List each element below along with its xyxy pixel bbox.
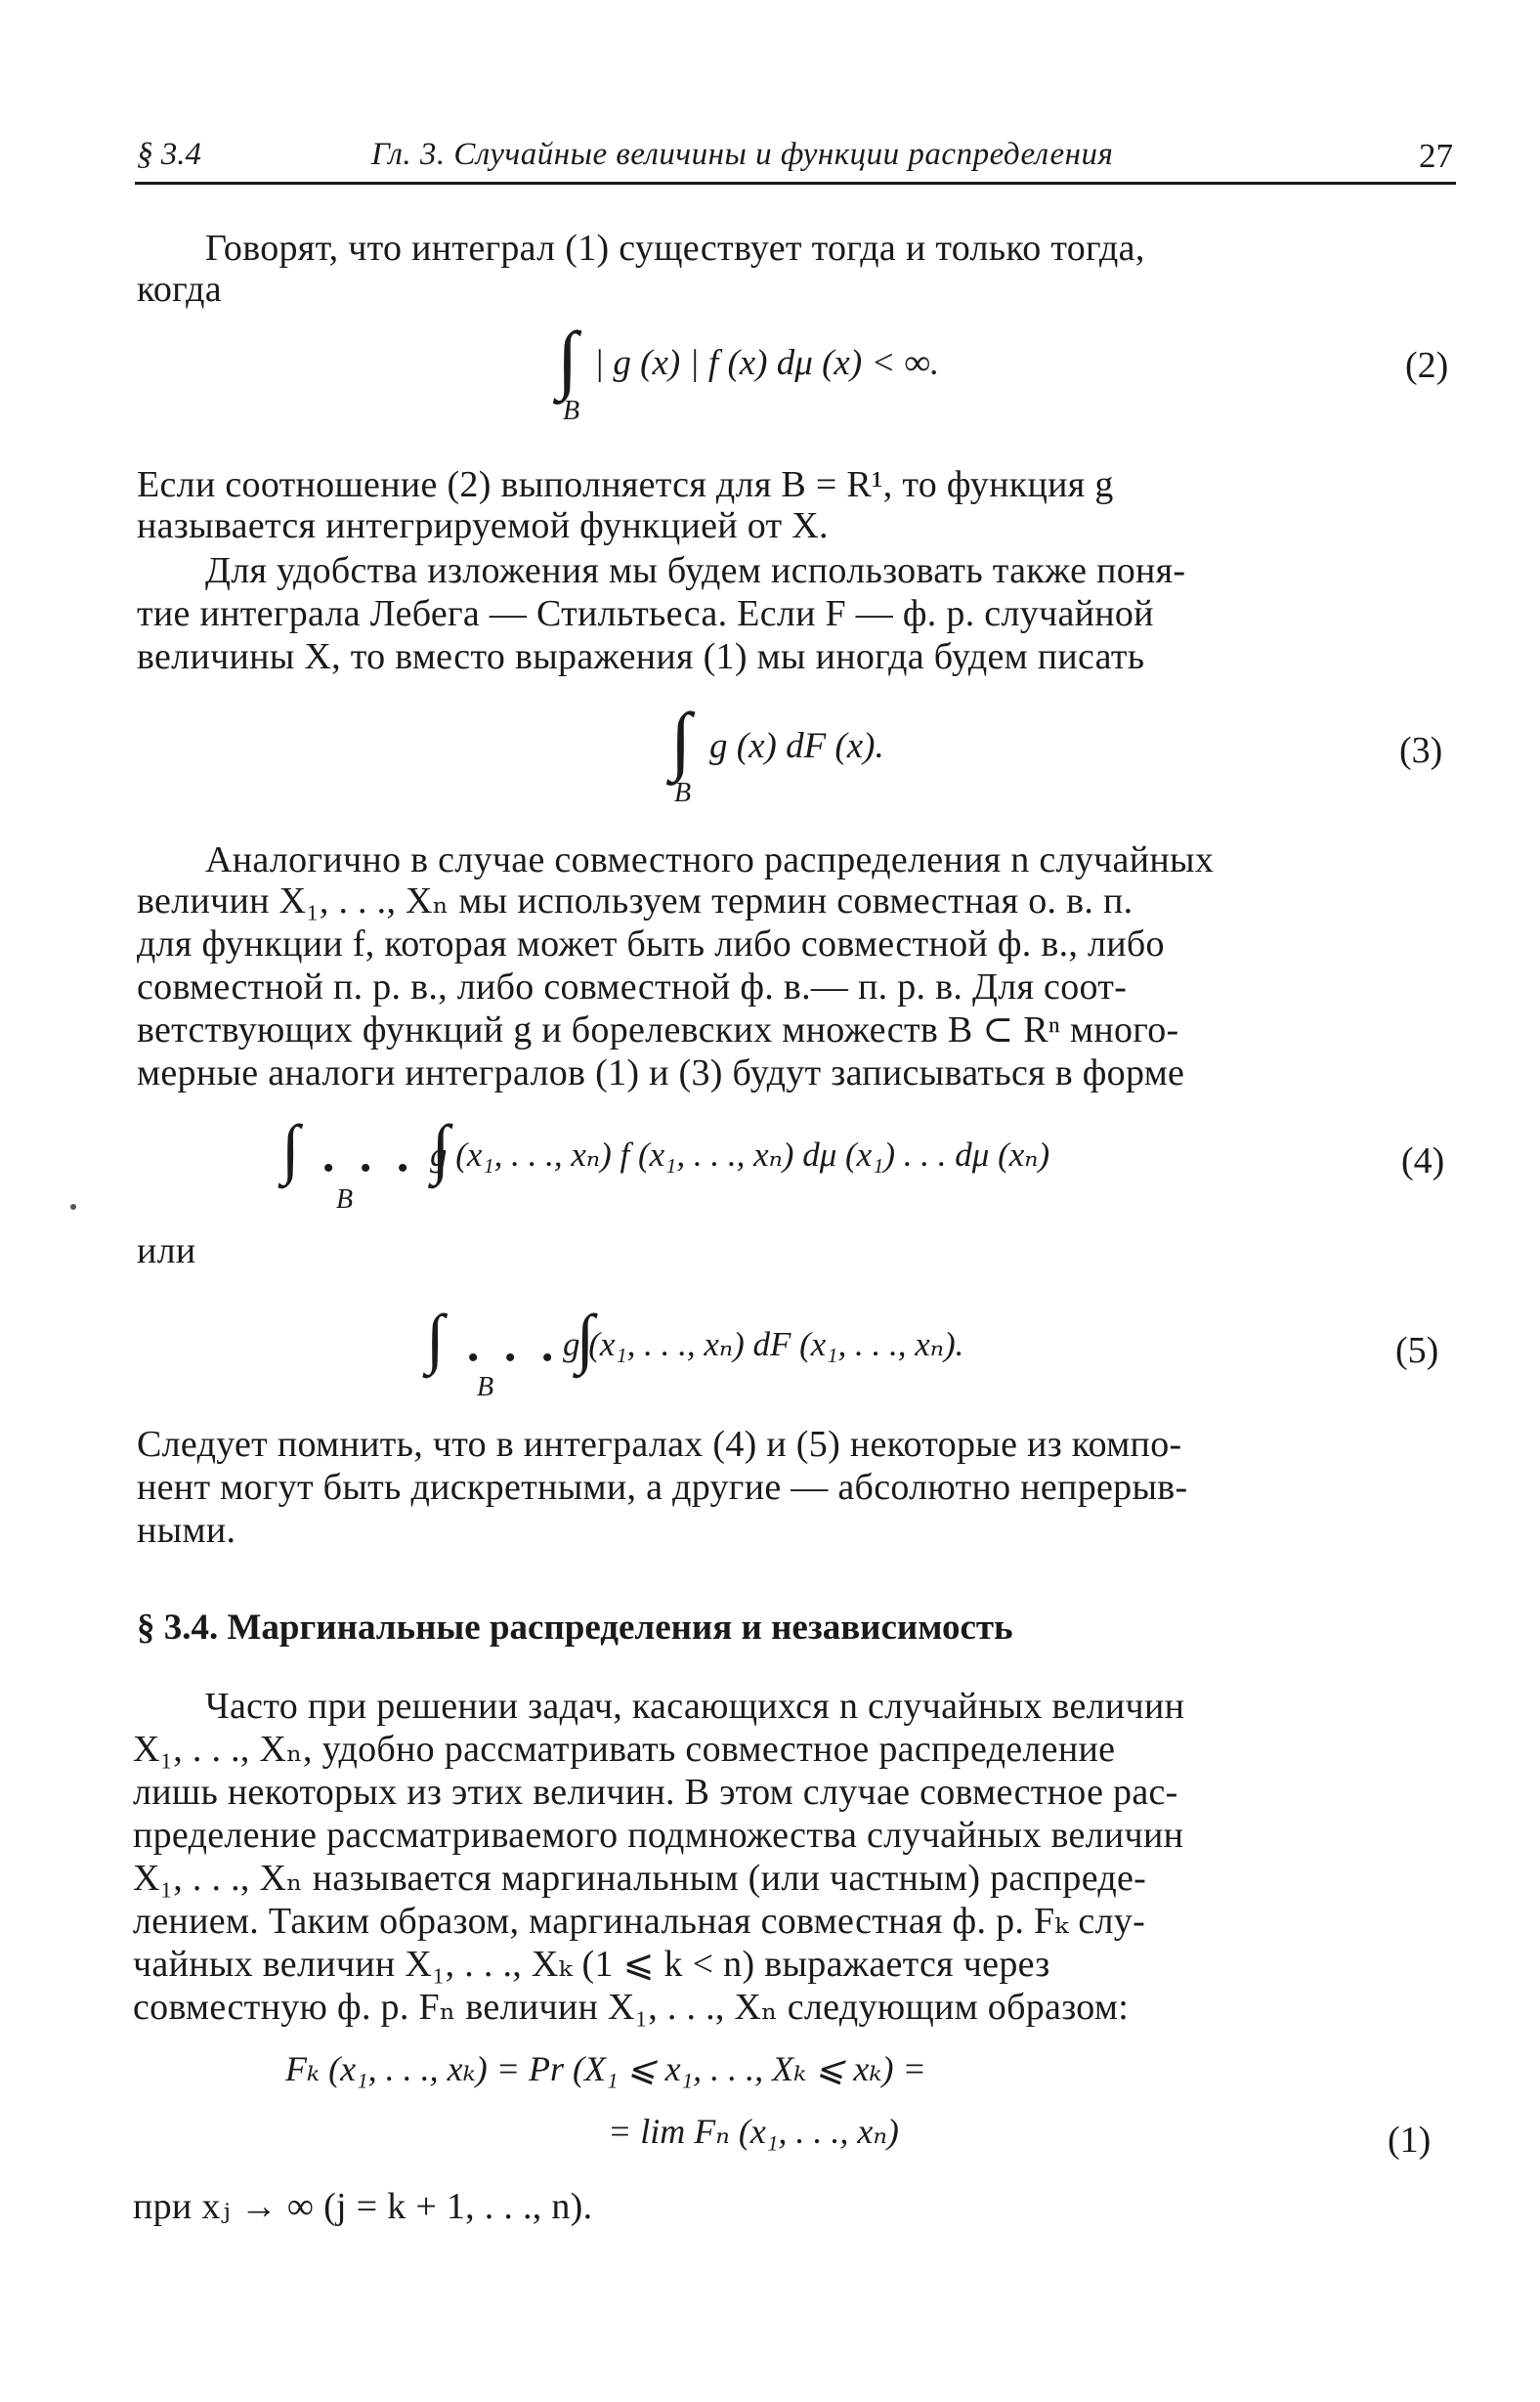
paragraph-line: X₁, . . ., Xₙ называется маргинальным (или частным) распреде- bbox=[133, 1858, 1147, 1899]
header-section: § 3.4 bbox=[137, 137, 201, 172]
paragraph-line: нент могут быть дискретными, а другие — абсолютно непрерыв- bbox=[137, 1467, 1188, 1508]
paragraph-line: чайных величин X₁, . . ., Xₖ (1 ⩽ k < n) выражается через bbox=[133, 1944, 1050, 1985]
paragraph-line: Для удобства изложения мы будем использовать также поня- bbox=[205, 550, 1186, 591]
equation-2: | g (x) | f (x) dμ (x) < ∞. bbox=[594, 343, 940, 383]
paragraph-line: совместной п. р. в., либо совместной ф. в.— п. р. в. Для соот- bbox=[137, 966, 1128, 1008]
scan-speck bbox=[70, 1204, 76, 1210]
integral-sign: ∫ bbox=[557, 316, 578, 401]
integral-lower-limit: B bbox=[336, 1184, 354, 1215]
paragraph-line: величины X, то вместо выражения (1) мы иногда будем писать bbox=[137, 636, 1145, 677]
equation-number: (1) bbox=[1388, 2120, 1432, 2161]
paragraph-line: называется интегрируемой функцией от X. bbox=[137, 505, 829, 546]
paragraph-line: мерные аналоги интегралов (1) и (3) будут записываться в форме bbox=[137, 1052, 1185, 1094]
paragraph-line: совместную ф. р. Fₙ величин X₁, . . ., Xₙ следующим образом: bbox=[133, 1987, 1130, 2028]
header-rule bbox=[135, 182, 1456, 185]
equation-number: (2) bbox=[1405, 345, 1449, 386]
paragraph-line: величин X₁, . . ., Xₙ мы используем термин совместная о. в. п. bbox=[137, 880, 1134, 922]
paragraph-line: для функции f, которая может быть либо совместной ф. в., либо bbox=[137, 923, 1165, 965]
paragraph-line: когда bbox=[137, 269, 222, 310]
paragraph-line: тие интеграла Лебега — Стильтьеса. Если F — ф. р. случайной bbox=[137, 593, 1154, 634]
paragraph-line: Часто при решении задач, касающихся n случайных величин bbox=[205, 1686, 1185, 1727]
equation-1-line-1: Fₖ (x₁, . . ., xₖ) = Pr (X₁ ⩽ x₁, . . ., Xₖ ⩽ xₖ) = bbox=[285, 2049, 926, 2088]
paragraph-line: X₁, . . ., Xₙ, удобно рассматривать совместное распределение bbox=[133, 1729, 1116, 1770]
page-number: 27 bbox=[1419, 137, 1453, 175]
equation-1-line-2: = lim Fₙ (x₁, . . ., xₙ) bbox=[608, 2112, 899, 2151]
section-heading: § 3.4. Маргинальные распределения и независимость bbox=[137, 1608, 1013, 1648]
integral-lower-limit: B bbox=[477, 1372, 494, 1402]
paragraph-line: лением. Таким образом, маргинальная совместная ф. р. Fₖ слу- bbox=[133, 1901, 1146, 1942]
conjunction-word: или bbox=[137, 1230, 196, 1271]
paragraph-line: Если соотношение (2) выполняется для B = R¹, то функция g bbox=[137, 464, 1114, 505]
equation-number: (4) bbox=[1401, 1140, 1445, 1181]
equation-number: (5) bbox=[1395, 1330, 1439, 1371]
paragraph-line: Аналогично в случае совместного распределения n случайных bbox=[205, 839, 1215, 880]
equation-5: g (x₁, . . ., xₙ) dF (x₁, . . ., xₙ). bbox=[563, 1325, 964, 1363]
paragraph-line: пределение рассматриваемого подмножества случайных величин bbox=[133, 1815, 1184, 1856]
paragraph-line: Следует помнить, что в интегралах (4) и (5) некоторые из компо- bbox=[137, 1424, 1182, 1465]
header-title: Гл. 3. Случайные величины и функции распределения bbox=[371, 137, 1114, 172]
paragraph-line: ветствующих функций g и борелевских множеств B ⊂ Rⁿ много- bbox=[137, 1009, 1179, 1051]
integral-sign: ∫ bbox=[670, 697, 692, 782]
paragraph-line: лишь некоторых из этих величин. В этом случае совместное рас- bbox=[133, 1772, 1178, 1813]
paragraph-line: Говорят, что интеграл (1) существует тогда и только тогда, bbox=[205, 228, 1145, 269]
paragraph-line: при xⱼ → ∞ (j = k + 1, . . ., n). bbox=[133, 2186, 593, 2227]
paragraph-line: ными. bbox=[137, 1510, 236, 1551]
integral-lower-limit: B bbox=[563, 396, 580, 426]
equation-4: g (x₁, . . ., xₙ) f (x₁, . . ., xₙ) dμ (x₁) . . . dμ (xₙ) bbox=[430, 1136, 1050, 1174]
multiple-integral-sign: ∫ . . . ∫ bbox=[281, 1111, 452, 1185]
multiple-integral-sign: ∫ . . . ∫ bbox=[426, 1301, 597, 1375]
equation-number: (3) bbox=[1399, 730, 1443, 771]
integral-lower-limit: B bbox=[674, 778, 692, 808]
equation-3: g (x) dF (x). bbox=[709, 726, 884, 766]
